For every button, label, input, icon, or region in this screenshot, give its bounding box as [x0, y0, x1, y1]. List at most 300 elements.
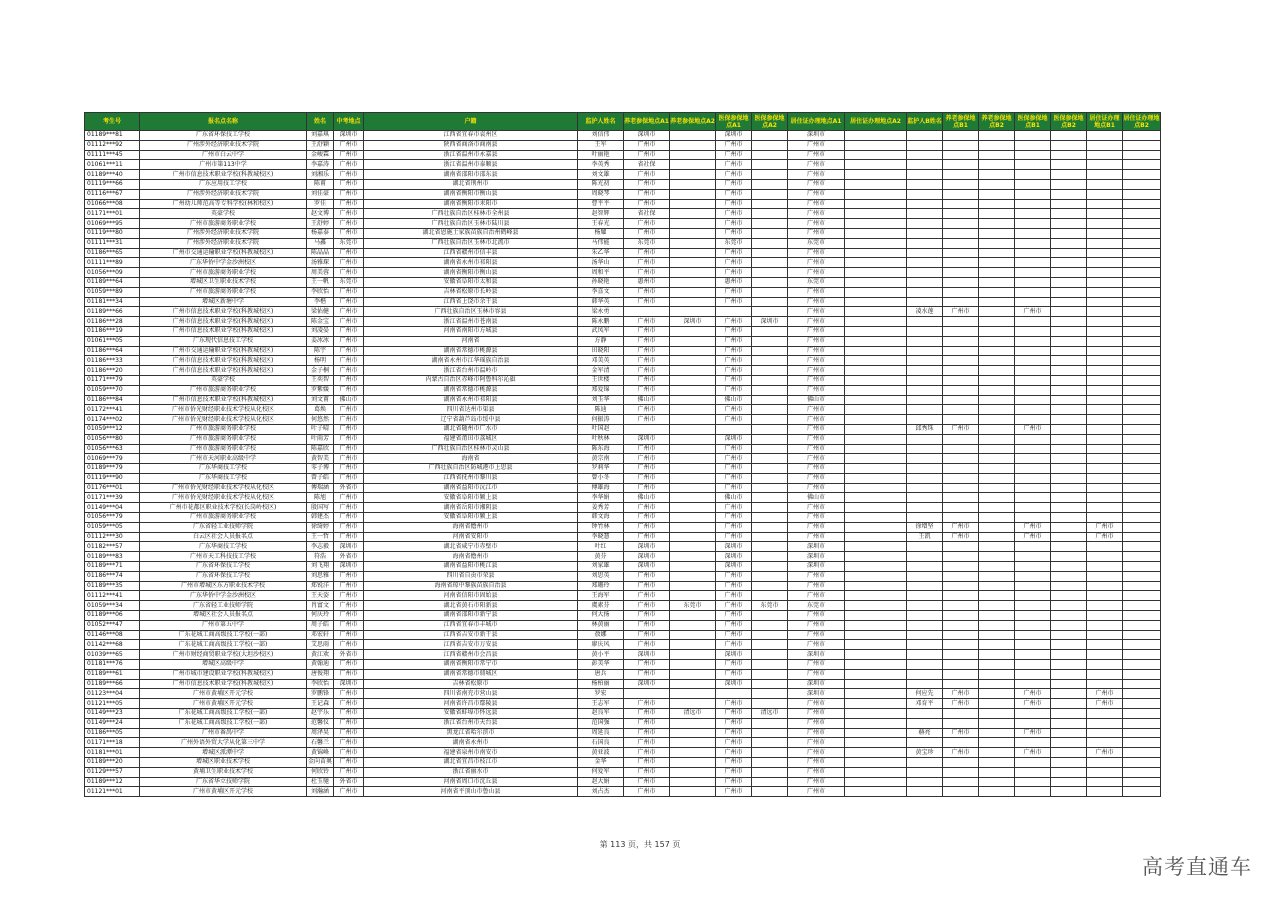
table-cell: 01112***30: [85, 532, 140, 542]
table-cell: 01186***33: [85, 356, 140, 366]
table-cell: 01052***47: [85, 620, 140, 630]
table-cell: [1087, 209, 1123, 219]
table-cell: 广州市: [1015, 532, 1051, 542]
table-cell: 安徽省阜阳市颍上县: [364, 493, 578, 503]
table-cell: 广州市: [624, 777, 670, 787]
table-cell: [1087, 503, 1123, 513]
table-cell: [670, 758, 716, 768]
table-cell: 黄翰迪: [307, 660, 334, 670]
table-cell: 白云区社会人员报名点: [140, 532, 307, 542]
column-header: 养老参保地点A2: [670, 113, 716, 131]
table-cell: [979, 787, 1015, 797]
table-cell: [1015, 640, 1051, 650]
table-cell: [1015, 356, 1051, 366]
table-cell: 佛山市: [334, 395, 364, 405]
table-cell: [943, 767, 979, 777]
table-cell: [1015, 375, 1051, 385]
table-cell: 东莞市: [752, 601, 788, 611]
table-cell: [1015, 630, 1051, 640]
table-cell: 广州市: [788, 356, 845, 366]
table-cell: 广州市: [624, 385, 670, 395]
table-cell: 广州市增城区东方职业技术学校: [140, 581, 307, 591]
table-cell: [979, 307, 1015, 317]
table-cell: 黄小平: [578, 650, 624, 660]
table-cell: 广州市: [943, 522, 979, 532]
table-cell: [1015, 513, 1051, 523]
table-cell: [670, 473, 716, 483]
table-cell: 广州市: [624, 728, 670, 738]
table-cell: 周和平: [578, 268, 624, 278]
table-cell: 广州市: [716, 317, 752, 327]
table-cell: [716, 689, 752, 699]
table-cell: 广州市信息技术职业学校(科教城校区): [140, 326, 307, 336]
table-cell: 广东华商技工学校: [140, 473, 307, 483]
table-cell: 广州市: [716, 170, 752, 180]
table-cell: 广州市: [788, 150, 845, 160]
table-cell: 广州市: [334, 738, 364, 748]
table-cell: 省社保: [624, 209, 670, 219]
table-cell: 徐绮婷: [307, 522, 334, 532]
table-cell: [670, 748, 716, 758]
table-cell: 广州市: [943, 307, 979, 317]
table-cell: [943, 268, 979, 278]
table-cell: 广州市: [788, 336, 845, 346]
table-cell: 深圳市: [334, 679, 364, 689]
table-cell: 辽宁省葫芦岛市绥中县: [364, 415, 578, 425]
table-cell: 广州市: [716, 150, 752, 160]
table-cell: 湖南省永州市江华瑶族自治县: [364, 356, 578, 366]
table-cell: [752, 718, 788, 728]
table-cell: 陈金宝: [307, 317, 334, 327]
table-cell: [1087, 199, 1123, 209]
table-cell: 广州市: [788, 473, 845, 483]
table-cell: [979, 601, 1015, 611]
table-cell: [907, 415, 943, 425]
table-cell: [1123, 777, 1161, 787]
table-cell: [670, 356, 716, 366]
table-cell: [1015, 542, 1051, 552]
table-cell: 河南省平顶山市鲁山县: [364, 787, 578, 797]
table-cell: 吉林省松原市长岭县: [364, 287, 578, 297]
table-cell: [1123, 199, 1161, 209]
table-cell: [670, 689, 716, 699]
table-cell: [1015, 258, 1051, 268]
table-cell: 广州市: [334, 434, 364, 444]
table-cell: [1015, 326, 1051, 336]
table-cell: [1087, 758, 1123, 768]
table-cell: [943, 415, 979, 425]
table-cell: 增城区新塘中学: [140, 297, 307, 307]
table-cell: [907, 581, 943, 591]
table-cell: [1015, 209, 1051, 219]
table-cell: 广州市: [624, 503, 670, 513]
table-cell: 广州市: [716, 571, 752, 581]
table-cell: [943, 395, 979, 405]
table-cell: [979, 552, 1015, 562]
table-cell: [1123, 307, 1161, 317]
table-cell: 深圳市: [716, 650, 752, 660]
column-header: 医保参保地点B2: [1051, 113, 1087, 131]
table-row: [85, 611, 1161, 621]
table-cell: [845, 669, 907, 679]
table-cell: 01111***89: [85, 258, 140, 268]
table-cell: 广州市: [334, 454, 364, 464]
table-cell: 广州市: [624, 787, 670, 797]
table-cell: 广州市: [334, 660, 364, 670]
table-cell: 江西省赣州市信丰县: [364, 248, 578, 258]
table-cell: [752, 385, 788, 395]
column-header: 户籍: [364, 113, 578, 131]
table-cell: 深圳市: [670, 317, 716, 327]
table-cell: [845, 728, 907, 738]
table-cell: 广州市: [788, 297, 845, 307]
table-cell: 01142***68: [85, 640, 140, 650]
table-cell: 深圳市: [788, 689, 845, 699]
table-cell: 何应先: [907, 689, 943, 699]
table-cell: 陈旭: [307, 493, 334, 503]
table-cell: [979, 650, 1015, 660]
table-cell: 增城区卫生职业技术学校: [140, 277, 307, 287]
table-cell: 深圳市: [716, 552, 752, 562]
table-cell: [1015, 160, 1051, 170]
table-cell: [845, 738, 907, 748]
table-cell: 01186***05: [85, 728, 140, 738]
table-cell: 广州市: [788, 777, 845, 787]
table-cell: [979, 248, 1015, 258]
table-row: [85, 689, 1161, 699]
table-cell: [1087, 444, 1123, 454]
table-row: [85, 709, 1161, 719]
table-cell: 广州市: [788, 620, 845, 630]
table-cell: [670, 532, 716, 542]
table-cell: 广州市: [716, 375, 752, 385]
table-cell: [1051, 542, 1087, 552]
table-cell: [979, 238, 1015, 248]
table-cell: [1015, 581, 1051, 591]
table-cell: 广州市: [334, 787, 364, 797]
table-cell: 01112***41: [85, 591, 140, 601]
table-cell: [979, 464, 1015, 474]
table-cell: [845, 758, 907, 768]
table-cell: 广州市: [716, 248, 752, 258]
table-cell: 江西省吉安市万安县: [364, 640, 578, 650]
table-cell: [1123, 248, 1161, 258]
table-cell: 李英秀: [578, 160, 624, 170]
table-cell: [1087, 454, 1123, 464]
table-cell: [845, 522, 907, 532]
table-cell: [1015, 503, 1051, 513]
table-cell: 广州市黄埔区开元学校: [140, 689, 307, 699]
table-cell: 01189***20: [85, 758, 140, 768]
table-cell: 深圳市: [716, 131, 752, 141]
table-cell: [1015, 277, 1051, 287]
table-row: [85, 297, 1161, 307]
table-cell: [670, 375, 716, 385]
table-cell: 黄智美: [307, 454, 334, 464]
table-cell: 深圳市: [788, 562, 845, 572]
table-cell: [752, 522, 788, 532]
table-cell: 浙江省台州市温岭市: [364, 366, 578, 376]
table-cell: [670, 620, 716, 630]
table-cell: [1123, 669, 1161, 679]
table-cell: [1123, 434, 1161, 444]
table-cell: 河南省信阳市固始县: [364, 591, 578, 601]
table-cell: 深圳市: [752, 317, 788, 327]
table-cell: [1015, 268, 1051, 278]
table-row: [85, 630, 1161, 640]
table-cell: [670, 728, 716, 738]
table-cell: 刘文雄: [578, 170, 624, 180]
table-cell: 广州市: [334, 444, 364, 454]
table-row: [85, 326, 1161, 336]
table-row: [85, 307, 1161, 317]
table-cell: 广州市: [624, 630, 670, 640]
table-cell: 广州市: [788, 630, 845, 640]
table-cell: 广州市: [716, 748, 752, 758]
table-cell: 广州市: [624, 287, 670, 297]
table-cell: [979, 385, 1015, 395]
table-cell: 广东省环保技工学校: [140, 571, 307, 581]
table-cell: [1051, 326, 1087, 336]
table-cell: 广东省环保技工学校: [140, 562, 307, 572]
table-cell: 广州市: [334, 268, 364, 278]
table-cell: [1087, 395, 1123, 405]
table-cell: 广州市交通运输职业学校(科教城校区): [140, 248, 307, 258]
table-cell: [1015, 297, 1051, 307]
table-cell: [1015, 777, 1051, 787]
table-cell: [1087, 611, 1123, 621]
table-cell: [907, 356, 943, 366]
table-cell: [979, 454, 1015, 464]
table-cell: 广州市: [716, 326, 752, 336]
table-cell: [752, 542, 788, 552]
table-cell: 深圳市: [788, 552, 845, 562]
table-cell: 浙江省台州市天台县: [364, 718, 578, 728]
table-cell: 01189***66: [85, 679, 140, 689]
table-cell: 黄宗南: [578, 454, 624, 464]
table-cell: 广州市: [716, 532, 752, 542]
table-row: [85, 650, 1161, 660]
table-cell: [845, 160, 907, 170]
table-cell: [752, 454, 788, 464]
table-cell: [845, 385, 907, 395]
table-cell: 深圳市: [788, 650, 845, 660]
table-cell: 广州市: [788, 709, 845, 719]
table-row: [85, 424, 1161, 434]
table-cell: 刘文甫: [307, 395, 334, 405]
table-cell: [943, 562, 979, 572]
table-cell: 海南省琼中黎族苗族自治县: [364, 581, 578, 591]
table-cell: [1015, 140, 1051, 150]
table-cell: 姜秀芳: [578, 503, 624, 513]
table-cell: 广州市: [716, 444, 752, 454]
table-cell: 广州市第113中学: [140, 160, 307, 170]
table-cell: 王海军: [578, 591, 624, 601]
table-cell: 陈永鹏: [578, 317, 624, 327]
table-cell: [1087, 228, 1123, 238]
table-cell: 广州市信息技术职业学校(科教城校区): [140, 679, 307, 689]
table-cell: 广西壮族自治区桂林市全州县: [364, 209, 578, 219]
table-cell: [1123, 317, 1161, 327]
table-cell: [1051, 160, 1087, 170]
table-cell: 01059***70: [85, 385, 140, 395]
table-cell: [1123, 356, 1161, 366]
table-cell: [1123, 346, 1161, 356]
table-cell: [670, 581, 716, 591]
table-cell: [1051, 287, 1087, 297]
table-cell: [1051, 738, 1087, 748]
table-row: [85, 748, 1161, 758]
table-cell: [670, 415, 716, 425]
table-cell: [1051, 454, 1087, 464]
table-cell: [1051, 317, 1087, 327]
table-cell: 广州市: [624, 601, 670, 611]
table-cell: [1051, 552, 1087, 562]
table-cell: 广州市: [624, 258, 670, 268]
table-cell: [845, 571, 907, 581]
table-cell: 黄锦峰: [307, 748, 334, 758]
table-cell: [1015, 454, 1051, 464]
table-cell: [979, 317, 1015, 327]
table-cell: [1051, 787, 1087, 797]
table-cell: 广州市: [624, 248, 670, 258]
table-cell: 周泽昊: [307, 728, 334, 738]
table-cell: [979, 415, 1015, 425]
table-cell: [907, 513, 943, 523]
table-cell: [845, 679, 907, 689]
table-cell: [907, 385, 943, 395]
table-cell: 广州市: [716, 199, 752, 209]
table-cell: 广州市: [624, 356, 670, 366]
table-cell: [845, 307, 907, 317]
table-cell: 广州市: [624, 464, 670, 474]
table-cell: 陈东海: [578, 444, 624, 454]
table-cell: [1087, 552, 1123, 562]
table-cell: 广州市: [943, 728, 979, 738]
table-cell: [752, 699, 788, 709]
table-cell: [845, 179, 907, 189]
table-cell: [907, 228, 943, 238]
table-cell: 廖庆风: [578, 640, 624, 650]
table-cell: [1087, 542, 1123, 552]
table-cell: [907, 669, 943, 679]
table-cell: [845, 611, 907, 621]
table-cell: [907, 777, 943, 787]
table-cell: [979, 483, 1015, 493]
table-cell: 刘凌晏: [307, 326, 334, 336]
table-cell: 01056***09: [85, 268, 140, 278]
table-cell: [670, 405, 716, 415]
table-cell: 省社保: [624, 160, 670, 170]
table-cell: 刘佳豪: [307, 189, 334, 199]
table-cell: 王一哲: [307, 532, 334, 542]
table-cell: 广州市: [788, 718, 845, 728]
table-cell: [670, 248, 716, 258]
table-cell: [1015, 179, 1051, 189]
table-cell: 广州市: [334, 228, 364, 238]
table-cell: [752, 356, 788, 366]
table-cell: 广州涉外经济职业技术学院: [140, 228, 307, 238]
table-cell: [670, 503, 716, 513]
table-cell: 广州市天河职业高级中学: [140, 454, 307, 464]
table-cell: [943, 366, 979, 376]
table-cell: 湖南省永州市: [364, 738, 578, 748]
table-cell: [1123, 571, 1161, 581]
table-cell: [752, 669, 788, 679]
table-cell: [1015, 601, 1051, 611]
table-cell: 何欣铃: [307, 767, 334, 777]
table-cell: 01174***02: [85, 415, 140, 425]
table-row: [85, 415, 1161, 425]
table-cell: 广州市: [716, 728, 752, 738]
table-cell: [845, 464, 907, 474]
table-row: [85, 503, 1161, 513]
table-cell: 广州市: [716, 709, 752, 719]
table-cell: 韩文海: [578, 513, 624, 523]
table-cell: 广州市信息技术职业学校(科教城校区): [140, 366, 307, 376]
table-cell: 黑龙江省哈尔滨市: [364, 728, 578, 738]
table-cell: 黄宝珍: [907, 748, 943, 758]
table-cell: [1051, 777, 1087, 787]
table-cell: [752, 787, 788, 797]
table-cell: 广州市: [788, 434, 845, 444]
table-row: [85, 189, 1161, 199]
table-cell: [845, 787, 907, 797]
table-cell: [1015, 562, 1051, 572]
table-cell: [1051, 640, 1087, 650]
table-cell: [1123, 326, 1161, 336]
table-cell: [1087, 424, 1123, 434]
table-row: [85, 738, 1161, 748]
table-cell: 广州市: [624, 699, 670, 709]
table-row: [85, 513, 1161, 523]
table-cell: [1087, 268, 1123, 278]
table-row: [85, 395, 1161, 405]
table-cell: [1051, 209, 1087, 219]
table-cell: [1051, 630, 1087, 640]
table-cell: [907, 709, 943, 719]
table-cell: 01149***23: [85, 709, 140, 719]
table-cell: [752, 738, 788, 748]
table-cell: [670, 777, 716, 787]
table-cell: [979, 297, 1015, 307]
table-cell: [907, 170, 943, 180]
table-cell: 广州市: [334, 522, 364, 532]
table-cell: [1087, 493, 1123, 503]
table-cell: [1015, 571, 1051, 581]
table-cell: 叶秋林: [578, 434, 624, 444]
table-cell: [907, 650, 943, 660]
table-cell: [1087, 189, 1123, 199]
table-cell: 广州市: [334, 611, 364, 621]
table-cell: 广州市: [334, 258, 364, 268]
table-cell: 安徽省阜阳市太和县: [364, 277, 578, 287]
table-cell: [1015, 228, 1051, 238]
table-cell: 01059***34: [85, 601, 140, 611]
table-cell: 01116***67: [85, 189, 140, 199]
table-cell: [979, 258, 1015, 268]
column-header: 报名点名称: [140, 113, 307, 131]
table-cell: [752, 444, 788, 454]
table-cell: [907, 317, 943, 327]
table-cell: [1051, 219, 1087, 229]
table-cell: 李喜文: [578, 287, 624, 297]
table-cell: [845, 552, 907, 562]
table-row: [85, 562, 1161, 572]
table-cell: [907, 552, 943, 562]
table-cell: [1087, 787, 1123, 797]
table-cell: 曾子皓: [307, 473, 334, 483]
